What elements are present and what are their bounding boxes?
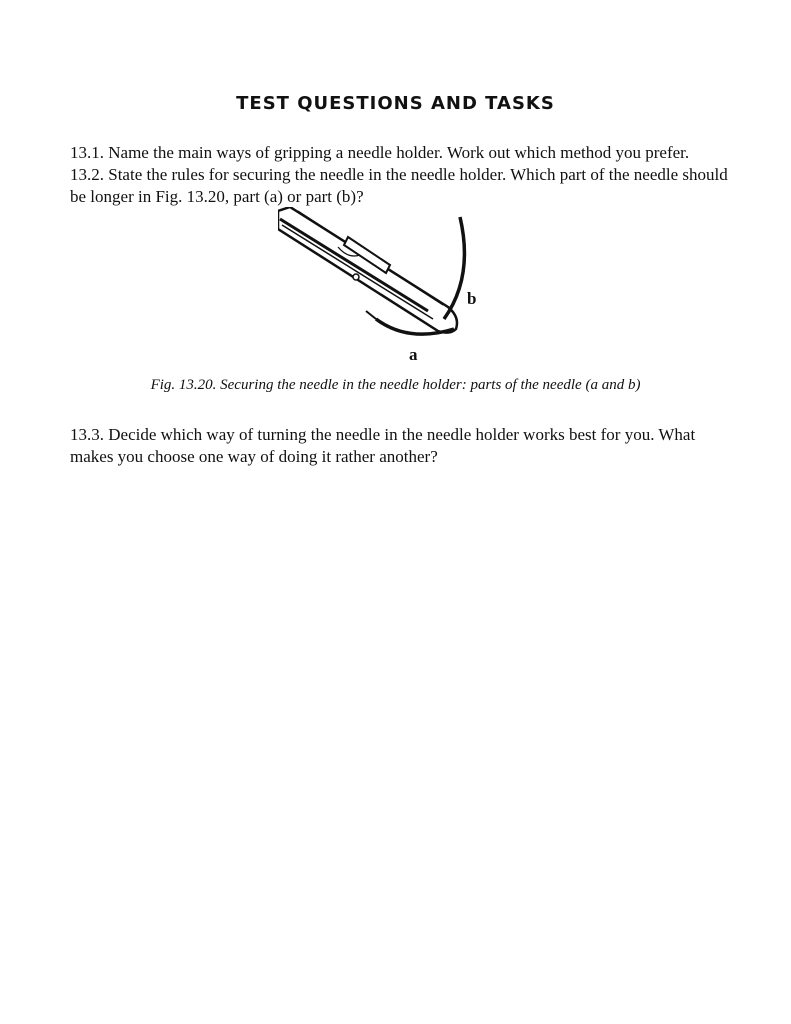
needle-part-a-label: a [409,345,418,364]
needle-part-b-label: b [467,289,477,308]
question-13-1: 13.1. Name the main ways of gripping a needle holder. Work out which method you prefer. [70,143,690,162]
needle-holder-illustration [278,207,498,367]
question-13-2: 13.2. State the rules for securing the needle in the needle holder. Which part of the needle should be longer in Fig. 13.20, part (a) or part (b)? [70,165,728,206]
question-13-3: 13.3. Decide which way of turning the needle in the needle holder works best for you. What makes you choose one way of doing it rather another? [70,425,696,466]
page-heading: TEST QUESTIONS AND TASKS [236,93,555,114]
figure-caption: Fig. 13.20. Securing the needle in the needle holder: parts of the needle (a and b) [150,377,641,393]
